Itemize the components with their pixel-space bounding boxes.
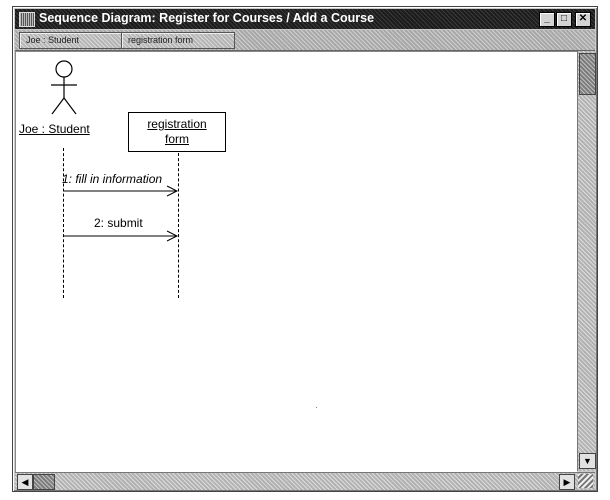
- message-1-arrow[interactable]: [63, 185, 179, 197]
- title-bar[interactable]: [15, 9, 595, 29]
- scroll-left-arrow-icon[interactable]: ◀: [17, 474, 33, 490]
- vertical-scrollbar[interactable]: [577, 51, 596, 471]
- window-menu-icon[interactable]: [19, 12, 35, 27]
- message-1-label[interactable]: 1: fill in information: [62, 172, 163, 186]
- canvas-speck: [316, 407, 317, 408]
- horizontal-scrollbar[interactable]: [15, 472, 595, 490]
- sequence-diagram-window: [12, 6, 598, 492]
- form-lifeline[interactable]: [178, 153, 179, 298]
- header-strip: [15, 30, 595, 51]
- close-button[interactable]: ✕: [575, 12, 591, 27]
- tab-joe-student[interactable]: Joe : Student: [19, 32, 123, 49]
- vertical-scroll-thumb[interactable]: [579, 53, 596, 95]
- stick-figure-icon[interactable]: [46, 60, 82, 120]
- actor-lifeline[interactable]: [63, 148, 64, 298]
- tab-registration-form[interactable]: registration form: [121, 32, 235, 49]
- object-label-line1: registration: [147, 117, 207, 131]
- window-title: Sequence Diagram: Register for Courses / Add a Course: [39, 11, 375, 25]
- registration-form-object[interactable]: [128, 112, 226, 152]
- maximize-button[interactable]: □: [556, 12, 572, 27]
- scroll-down-arrow-icon[interactable]: ▼: [579, 453, 596, 469]
- horizontal-scroll-thumb[interactable]: [33, 474, 55, 490]
- scroll-right-arrow-icon[interactable]: ▶: [559, 474, 575, 490]
- message-2-arrow[interactable]: [63, 230, 179, 242]
- diagram-canvas[interactable]: [15, 51, 577, 472]
- object-label-line2: form: [165, 132, 189, 146]
- resize-grip-icon[interactable]: [578, 474, 593, 488]
- actor-label[interactable]: Joe : Student: [19, 122, 90, 136]
- minimize-button[interactable]: _: [539, 12, 555, 27]
- message-2-label[interactable]: 2: submit: [94, 216, 143, 230]
